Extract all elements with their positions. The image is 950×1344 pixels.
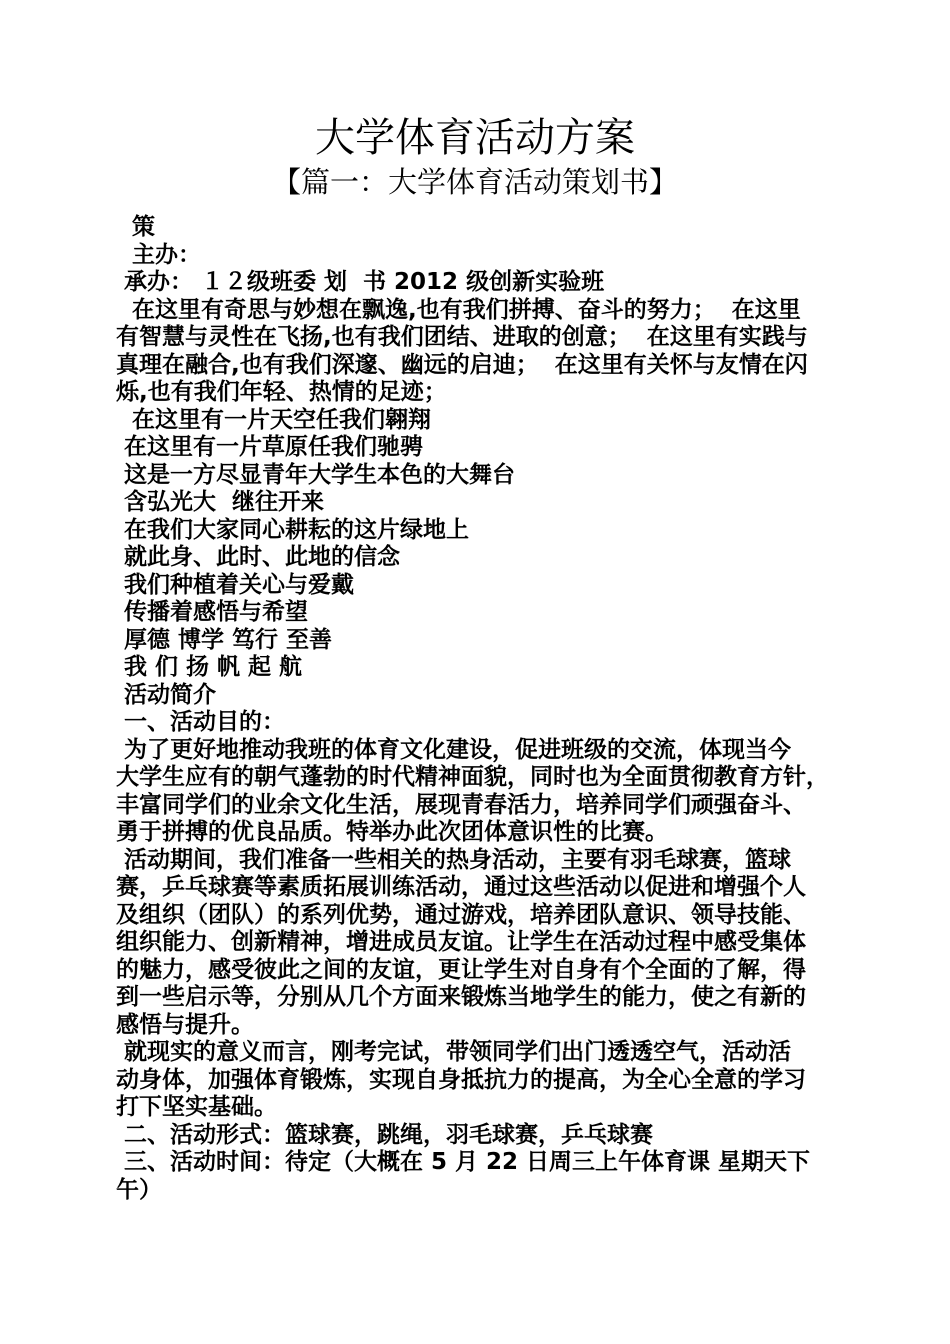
text-line: 活动期间，我们准备一些相关的热身活动，主要有羽毛球赛，篮球 (116, 846, 792, 873)
text-line: 打下坚实基础。 (116, 1094, 277, 1120)
text-line: 大学生应有的朝气蓬勃的时代精神面貌，同时也为全面贯彻教育方针， (116, 764, 829, 790)
text-line: 赛，乒乓球赛等素质拓展训练活动，通过这些活动以促进和增强个人 (116, 874, 806, 900)
text-line: 含弘光大 继往开来 (116, 489, 325, 515)
text-line: 三、活动时间：待定（大概在 5 月 22 日周三上午体育课 星期天下 (116, 1149, 811, 1175)
text-line: 到一些启示等，分别从几个方面来锻炼当地学生的能力，使之有新的 (116, 984, 806, 1010)
text-line: 组织能力、创新精神，增进成员友谊。让学生在活动过程中感受集体 (116, 929, 806, 955)
text-line: 有智慧与灵性在飞扬,也有我们团结、进取的创意； 在这里有实践与 (116, 324, 808, 350)
text-line: 及组织（团队）的系列优势，通过游戏，培养团队意识、领导技能、 (116, 901, 806, 928)
text-line: 在这里有一片天空任我们翱翔 (116, 406, 432, 433)
text-line: 承办： １２级班委 划 书 2012 级创新实验班 (116, 269, 605, 295)
text-line: 感悟与提升。 (116, 1011, 254, 1038)
text-line: 这是一方尽显青年大学生本色的大舞台 (116, 461, 516, 488)
text-line: 我 们 扬 帆 起 航 (116, 654, 303, 680)
text-line: 一、活动目的： (116, 709, 286, 735)
text-line: 真理在融合,也有我们深邃、幽远的启迪； 在这里有关怀与友情在闪 (116, 351, 808, 378)
document-subtitle: 【篇一：大学体育活动策划书】 (271, 165, 678, 199)
text-line: 厚德 博学 笃行 至善 (116, 626, 333, 653)
document-title: 大学体育活动方案 (315, 115, 635, 161)
text-line: 的魅力，感受彼此之间的友谊，更让学生对自身有个全面的了解，得 (116, 956, 806, 983)
text-line: 午） (116, 1176, 162, 1203)
text-line: 我们种植着关心与爱戴 (116, 571, 355, 598)
document-body (116, 214, 856, 1204)
text-line: 主办： (116, 241, 202, 268)
text-line: 在我们大家同心耕耘的这片绿地上 (116, 516, 470, 543)
text-line: 在这里有奇思与妙想在飘逸,也有我们拼搏、奋斗的努力； 在这里 (116, 296, 801, 323)
text-line: 传播着感悟与希望 (116, 599, 309, 625)
text-line: 活动简介 (116, 681, 217, 708)
text-line: 动身体，加强体育锻炼，实现自身抵抗力的提高，为全心全意的学习 (116, 1066, 806, 1093)
text-line: 就此身、此时、此地的信念 (116, 544, 401, 570)
text-line: 策 (116, 214, 156, 240)
text-line: 丰富同学们的业余文化生活，展现青春活力，培养同学们顽强奋斗、 (116, 791, 806, 818)
text-line: 在这里有一片草原任我们驰骋 (116, 434, 424, 460)
text-line: 二、活动形式：篮球赛，跳绳，羽毛球赛，乒乓球赛 (116, 1121, 654, 1148)
text-line: 烁,也有我们年轻、热情的足迹； (116, 379, 447, 405)
text-line: 勇于拼搏的优良品质。特举办此次团体意识性的比赛。 (116, 819, 668, 845)
text-line: 就现实的意义而言，刚考完试，带领同学们出门透透空气，活动活 (116, 1039, 792, 1065)
text-line: 为了更好地推动我班的体育文化建设，促进班级的交流，体现当今 (116, 736, 792, 763)
